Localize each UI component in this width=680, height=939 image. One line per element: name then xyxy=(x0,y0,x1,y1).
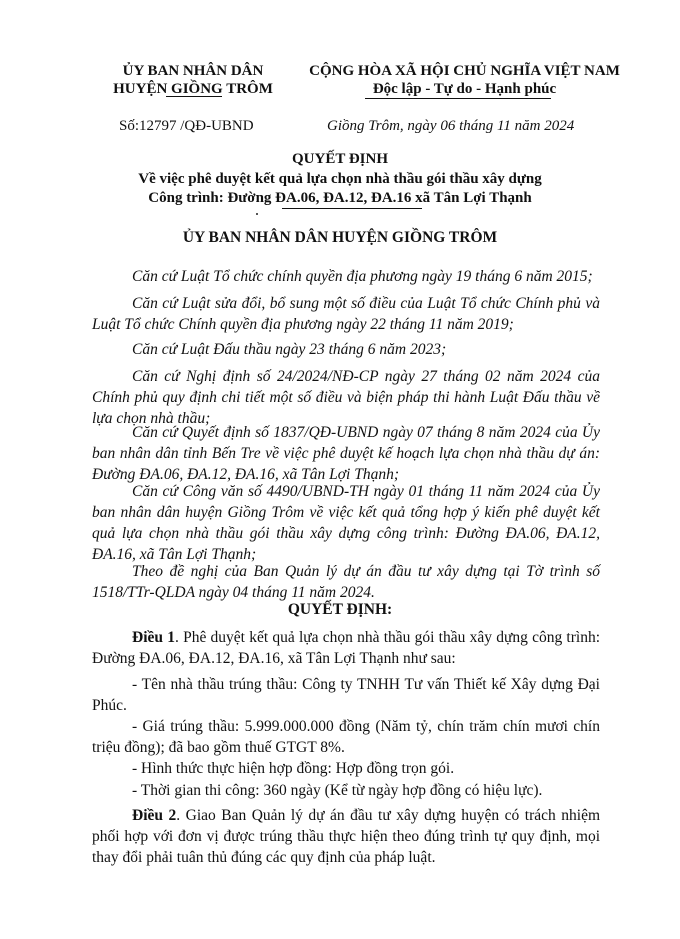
article-2-label: Điều 2 xyxy=(132,807,177,824)
document-number: Số:12797 /QĐ-UBND xyxy=(119,118,254,134)
motto: Độc lập - Tự do - Hạnh phúc xyxy=(372,81,557,97)
article-1-item-contract-type: - Hình thức thực hiện hợp đồng: Hợp đồng trọn gói. xyxy=(132,760,455,777)
document-subject: Về việc phê duyệt kết quả lựa chọn nhà thầu gói thầu xây dựng xyxy=(138,171,542,187)
legal-basis-1: Căn cứ Luật Tổ chức chính quyền địa phương ngày 19 tháng 6 năm 2015; xyxy=(132,268,593,285)
national-motto xyxy=(292,62,637,98)
legal-basis-7: Theo đề nghị của Ban Quản lý dự án đầu tư xây dựng tại Tờ trình số 1518/TTr-QLDA ngày 04 tháng 11 năm 2024. xyxy=(92,563,600,601)
article-1-item-winner: - Tên nhà thầu trúng thầu: Công ty TNHH Tư vấn Thiết kế Xây dựng Đại Phúc. xyxy=(92,676,600,714)
agency-line-1: ỦY BAN NHÂN DÂN xyxy=(122,63,264,79)
article-1-item-price: - Giá trúng thầu: 5.999.000.000 đồng (Năm tỷ, chín trăm chín mươi chín triệu đồng); đã bao gồm thuế GTGT 8%. xyxy=(92,718,600,756)
issuer-heading: ỦY BAN NHÂN DÂN HUYỆN GIỒNG TRÔM xyxy=(182,229,498,246)
agency-line-2: HUYỆN GIỒNG TRÔM xyxy=(113,81,273,97)
article-1-item-duration: - Thời gian thi công: 360 ngày (Kể từ ngày hợp đồng có hiệu lực). xyxy=(132,782,543,799)
article-1-label: Điều 1 xyxy=(132,629,175,646)
document-type: QUYẾT ĐỊNH xyxy=(292,151,388,167)
agency-underline xyxy=(166,96,222,97)
article-1-text: . Phê duyệt kết quả lựa chọn nhà thầu gói thầu xây dựng công trình: Đường ĐA.06, ĐA.12, ĐA.16, xã Tân Lợi Thạnh như sau: xyxy=(92,629,600,667)
legal-basis-4: Căn cứ Nghị định số 24/2024/NĐ-CP ngày 27 tháng 02 năm 2024 của Chính phủ quy định chi tiết một số điều và biện pháp thi hành Luật Đấu thầu về lựa chọn nhà thầu; xyxy=(92,368,600,427)
article-2 xyxy=(92,805,600,868)
country-name: CỘNG HÒA XÃ HỘI CHỦ NGHĨA VIỆT NAM xyxy=(309,63,620,79)
article-2-text: . Giao Ban Quản lý dự án đầu tư xây dựng huyện có trách nhiệm phối hợp với đơn vị được trúng thầu thực hiện theo đúng trình tự quy định, mọi thay đổi phải tuân thủ đúng các quy định của pháp luật. xyxy=(92,807,601,866)
legal-basis-2: Căn cứ Luật sửa đổi, bổ sung một số điều của Luật Tổ chức Chính phủ và Luật Tổ chức Chính quyền địa phương ngày 22 tháng 11 năm 2019; xyxy=(92,295,600,333)
place-date: Giồng Trôm, ngày 06 tháng 11 năm 2024 xyxy=(327,118,575,134)
project-name: Công trình: Đường ĐA.06, ĐA.12, ĐA.16 xã Tân Lợi Thạnh xyxy=(148,190,532,206)
article-1 xyxy=(92,627,600,669)
legal-basis-3: Căn cứ Luật Đấu thầu ngày 23 tháng 6 năm 2023; xyxy=(132,341,447,358)
title-underline xyxy=(282,208,422,209)
decision-heading: QUYẾT ĐỊNH: xyxy=(287,601,393,618)
stray-mark xyxy=(256,213,258,215)
motto-underline xyxy=(365,98,551,99)
legal-basis-5: Căn cứ Quyết định số 1837/QĐ-UBND ngày 07 tháng 8 năm 2024 của Ủy ban nhân dân tỉnh Bến Tre về việc phê duyệt kế hoạch lựa chọn nhà thầu dự án: Đường ĐA.06, ĐA.12, ĐA.16, xã Tân Lợi Thạnh; xyxy=(92,424,600,483)
legal-basis-6: Căn cứ Công văn số 4490/UBND-TH ngày 01 tháng 11 năm 2024 của Ủy ban nhân dân huyện Giồng Trôm về việc kết quả tổng hợp ý kiến phê duyệt kết quả lựa chọn nhà thầu gói thầu xây dựng công trình: Đường ĐA.06, ĐA.12, ĐA.16, xã Tân Lợi Thạnh; xyxy=(92,483,600,563)
issuing-agency xyxy=(98,62,288,98)
